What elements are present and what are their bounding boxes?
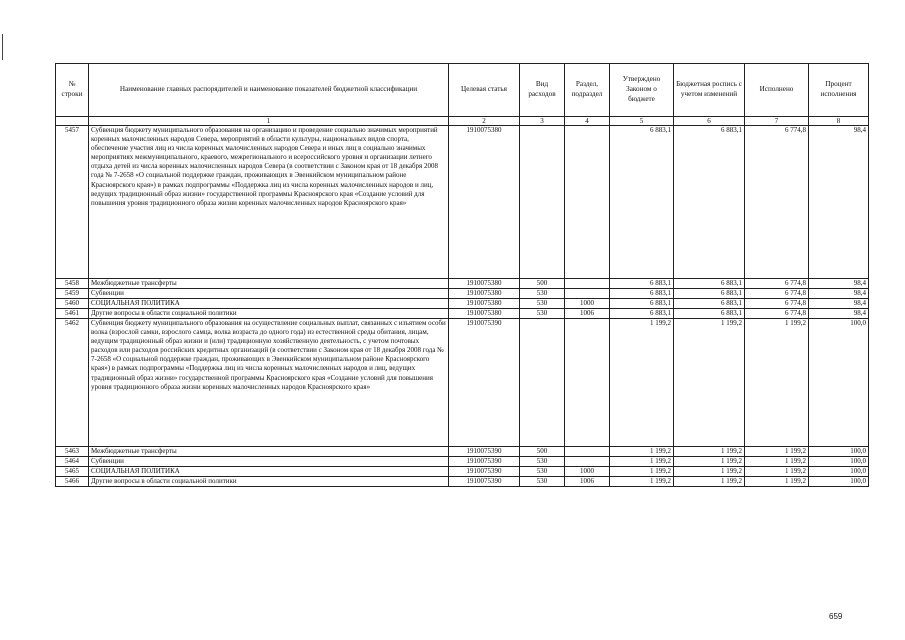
row-schedule: 1 199,2 xyxy=(674,447,745,457)
table-row xyxy=(56,289,869,299)
row-target: 1910075380 xyxy=(449,126,520,279)
row-executed: 1 199,2 xyxy=(745,319,809,447)
column-number: 5 xyxy=(610,117,674,126)
column-number: 1 xyxy=(89,117,449,126)
row-percent: 98,4 xyxy=(809,289,869,299)
table-row xyxy=(56,447,869,457)
table-row xyxy=(56,126,869,279)
row-approved: 6 883,1 xyxy=(610,289,674,299)
column-number: 6 xyxy=(674,117,745,126)
table-row xyxy=(56,457,869,467)
row-percent: 100,0 xyxy=(809,457,869,467)
table-row xyxy=(56,309,869,319)
row-approved: 1 199,2 xyxy=(610,319,674,447)
row-section xyxy=(565,279,610,289)
row-target: 1910075390 xyxy=(449,467,520,477)
header-executed: Исполнено xyxy=(745,64,809,117)
row-kind: 530 xyxy=(520,289,565,299)
row-executed: 6 774,8 xyxy=(745,126,809,279)
row-name: Другие вопросы в области социальной политики xyxy=(89,309,449,319)
row-executed: 6 774,8 xyxy=(745,289,809,299)
row-number: 5457 xyxy=(56,126,89,279)
page-number: 659 xyxy=(829,612,843,621)
table-row xyxy=(56,319,869,447)
row-kind: 500 xyxy=(520,447,565,457)
column-number: 8 xyxy=(809,117,869,126)
row-target: 1910075380 xyxy=(449,279,520,289)
row-section xyxy=(565,457,610,467)
header-row xyxy=(56,64,869,117)
column-number: 7 xyxy=(745,117,809,126)
row-percent: 100,0 xyxy=(809,319,869,447)
budget-table xyxy=(55,63,869,487)
row-approved: 6 883,1 xyxy=(610,299,674,309)
row-executed: 6 774,8 xyxy=(745,279,809,289)
header-approved: Утверждено Законом о бюджете xyxy=(610,64,674,117)
row-kind: 530 xyxy=(520,309,565,319)
column-number: 4 xyxy=(565,117,610,126)
table-row xyxy=(56,467,869,477)
row-schedule: 6 883,1 xyxy=(674,126,745,279)
row-percent: 98,4 xyxy=(809,299,869,309)
row-number: 5459 xyxy=(56,289,89,299)
header-target-article: Целевая статья xyxy=(449,64,520,117)
row-schedule: 6 883,1 xyxy=(674,299,745,309)
row-name: СОЦИАЛЬНАЯ ПОЛИТИКА xyxy=(89,299,449,309)
row-percent: 98,4 xyxy=(809,309,869,319)
row-number: 5462 xyxy=(56,319,89,447)
row-schedule: 1 199,2 xyxy=(674,319,745,447)
row-name: Другие вопросы в области социальной политики xyxy=(89,477,449,487)
row-kind xyxy=(520,319,565,447)
row-target: 1910075380 xyxy=(449,309,520,319)
row-kind xyxy=(520,126,565,279)
row-target: 1910075380 xyxy=(449,299,520,309)
row-number: 5458 xyxy=(56,279,89,289)
row-kind: 530 xyxy=(520,299,565,309)
row-number: 5463 xyxy=(56,447,89,457)
row-percent: 100,0 xyxy=(809,447,869,457)
row-executed: 1 199,2 xyxy=(745,477,809,487)
row-section: 1000 xyxy=(565,299,610,309)
row-approved: 6 883,1 xyxy=(610,309,674,319)
column-number: 3 xyxy=(520,117,565,126)
row-name: СОЦИАЛЬНАЯ ПОЛИТИКА xyxy=(89,467,449,477)
row-approved: 6 883,1 xyxy=(610,126,674,279)
row-executed: 6 774,8 xyxy=(745,309,809,319)
row-name: Субвенция бюджету муниципального образования на организацию и проведение социально значимых мероприятий коренных малочисленных народов Севера, мероприятий в области культуры, национальных видов спорта, обеспечение участия лиц из числа коренных малочисленных народов Севера и иных лиц в социально значимых мероприятиях межмуниципального, краевого, межрегионального и всероссийского уровня и организации летнего отдыха детей из числа коренных малочисленных народов Севера (в соответствии с Законом края от 18 декабря 2008 года № 7-2658 «О социальной поддержке граждан, проживающих в Эвенкийском муниципальном районе Красноярского края») в рамках подпрограммы «Поддержка лиц из числа коренных малочисленных народов и лиц, ведущих традиционный образ жизни» государственной программы Красноярского края «Создание условий для повышения уровня традиционного образа жизни коренных малочисленных народов Красноярского края» xyxy=(89,126,449,279)
row-percent: 98,4 xyxy=(809,279,869,289)
row-approved: 1 199,2 xyxy=(610,447,674,457)
row-number: 5466 xyxy=(56,477,89,487)
row-target: 1910075390 xyxy=(449,457,520,467)
header-name: Наименование главных распорядителей и наименование показателей бюджетной классификации xyxy=(89,64,449,117)
row-target: 1910075390 xyxy=(449,477,520,487)
column-number-row xyxy=(56,117,869,126)
header-percent: Процент исполнения xyxy=(809,64,869,117)
row-schedule: 1 199,2 xyxy=(674,467,745,477)
row-kind: 500 xyxy=(520,279,565,289)
row-section xyxy=(565,289,610,299)
row-section xyxy=(565,447,610,457)
row-number: 5464 xyxy=(56,457,89,467)
row-target: 1910075390 xyxy=(449,319,520,447)
row-executed: 1 199,2 xyxy=(745,467,809,477)
row-name: Субвенции xyxy=(89,457,449,467)
row-section: 1006 xyxy=(565,477,610,487)
table-row xyxy=(56,279,869,289)
row-percent: 100,0 xyxy=(809,467,869,477)
table-row xyxy=(56,299,869,309)
column-number: 2 xyxy=(449,117,520,126)
header-budget-schedule: Бюджетная роспись с учетом изменений xyxy=(674,64,745,117)
row-schedule: 1 199,2 xyxy=(674,477,745,487)
row-executed: 1 199,2 xyxy=(745,447,809,457)
row-number: 5460 xyxy=(56,299,89,309)
header-row-number: № строки xyxy=(56,64,89,117)
row-section: 1000 xyxy=(565,467,610,477)
row-executed: 6 774,8 xyxy=(745,299,809,309)
row-schedule: 1 199,2 xyxy=(674,457,745,467)
row-kind: 530 xyxy=(520,457,565,467)
row-kind: 530 xyxy=(520,467,565,477)
header-section: Раздел, подраздел xyxy=(565,64,610,117)
row-target: 1910075380 xyxy=(449,289,520,299)
table-row xyxy=(56,477,869,487)
row-approved: 1 199,2 xyxy=(610,457,674,467)
scan-edge-mark xyxy=(2,34,3,60)
row-number: 5461 xyxy=(56,309,89,319)
row-schedule: 6 883,1 xyxy=(674,279,745,289)
column-number xyxy=(56,117,89,126)
row-executed: 1 199,2 xyxy=(745,457,809,467)
row-section xyxy=(565,126,610,279)
row-percent: 98,4 xyxy=(809,126,869,279)
row-percent: 100,0 xyxy=(809,477,869,487)
row-name: Субвенция бюджету муниципального образования на осуществление социальных выплат, связанных с изъятием особи волка (взрослой самки, взрослого самца, волка возраста до одного года) из естественной среды обитания, лицам, ведущим традиционный образ жизни и (или) традиционную хозяйственную деятельность, с учетом почтовых расходов или расходов российских кредитных организаций (в соответствии с Законом края от 18 декабря 2008 года № 7-2658 «О социальной поддержке граждан, проживающих в Эвенкийском муниципальном районе Красноярского края») в рамках подпрограммы «Поддержка лиц из числа коренных малочисленных народов и лиц, ведущих традиционный образ жизни» государственной программы Красноярского края «Создание условий для повышения уровня традиционного образа жизни коренных малочисленных народов Красноярского края» xyxy=(89,319,449,447)
row-number: 5465 xyxy=(56,467,89,477)
row-approved: 1 199,2 xyxy=(610,467,674,477)
header-expense-type: Вид расходов xyxy=(520,64,565,117)
row-section: 1006 xyxy=(565,309,610,319)
row-kind: 530 xyxy=(520,477,565,487)
row-name: Субвенции xyxy=(89,289,449,299)
row-section xyxy=(565,319,610,447)
row-name: Межбюджетные трансферты xyxy=(89,279,449,289)
row-target: 1910075390 xyxy=(449,447,520,457)
row-name: Межбюджетные трансферты xyxy=(89,447,449,457)
row-approved: 6 883,1 xyxy=(610,279,674,289)
row-approved: 1 199,2 xyxy=(610,477,674,487)
row-schedule: 6 883,1 xyxy=(674,289,745,299)
row-schedule: 6 883,1 xyxy=(674,309,745,319)
